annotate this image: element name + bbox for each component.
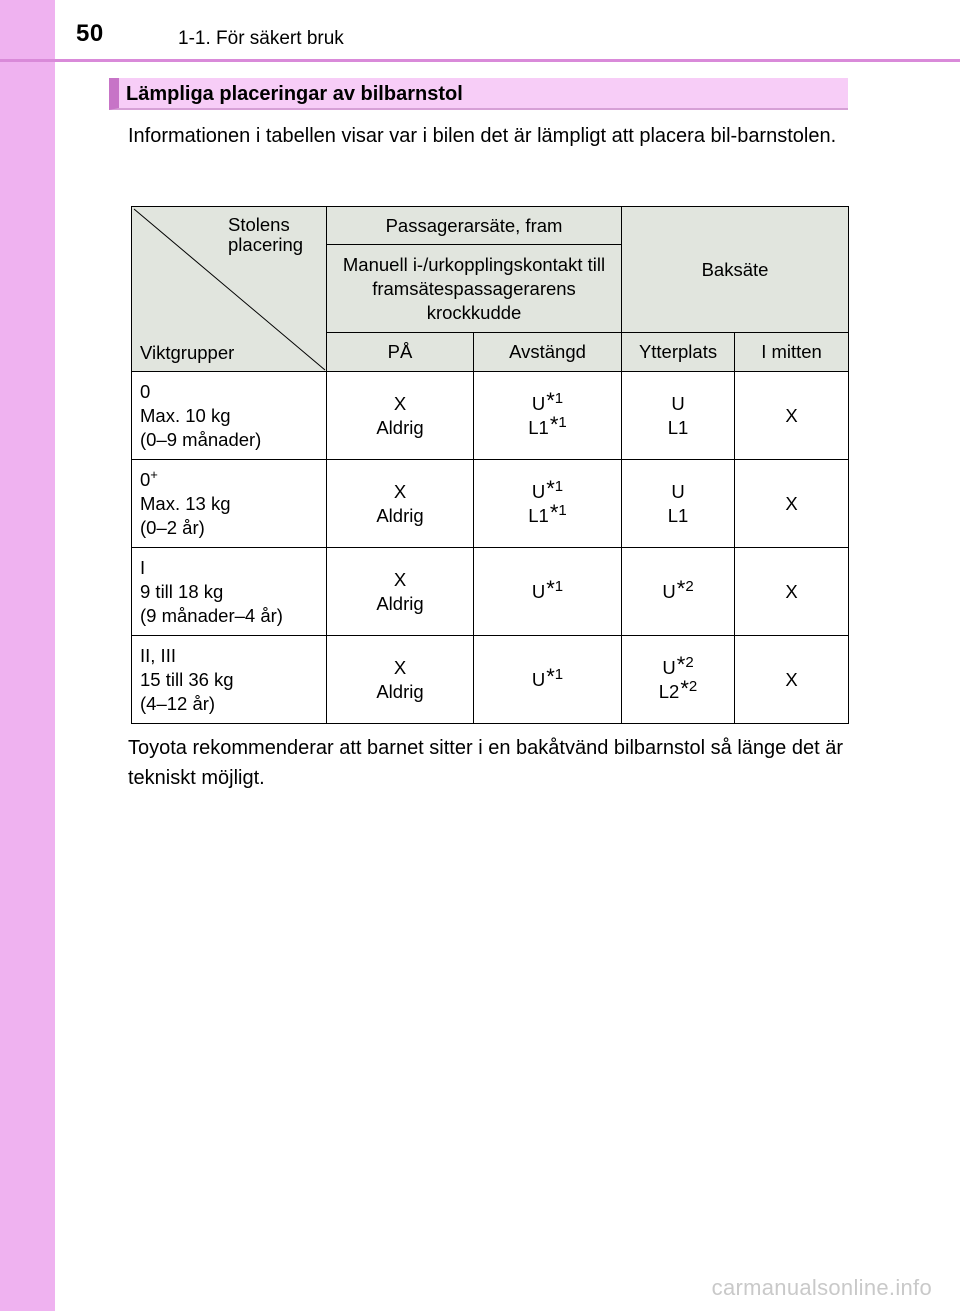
weight-group: 0 (140, 469, 151, 490)
watermark: carmanualsonline.info (711, 1275, 932, 1300)
max-weight: 9 till 18 kg (140, 581, 224, 602)
footnote-number: 1 (554, 389, 564, 407)
weight-groups-label: Viktgrupper (140, 342, 235, 363)
weight-group-cell (132, 372, 327, 460)
cell-airbag-on: X Aldrig (327, 636, 474, 724)
header-rule (0, 59, 960, 62)
cell-airbag-on: X Aldrig (327, 460, 474, 548)
age-range: (0–9 månader) (140, 429, 262, 450)
cell-rear-middle: X (735, 548, 849, 636)
cell-airbag-off: U*$^1$ L1*$^1$ (474, 460, 622, 548)
cell-rear-middle: X (735, 636, 849, 724)
footnote-asterisk: * (546, 475, 555, 501)
cell-rear-middle: X (735, 460, 849, 548)
cell-airbag-off: U*$^1$ (474, 548, 622, 636)
col-header-off: Avstängd (474, 333, 622, 372)
footnote-asterisk: * (546, 575, 555, 601)
cell-rear-middle: X (735, 372, 849, 460)
max-weight: Max. 13 kg (140, 493, 231, 514)
footnote-number: 1 (554, 665, 564, 683)
weight-group-cell (132, 460, 327, 548)
footnote-number: 2 (685, 577, 694, 595)
cell-rear-outer: U L1 (622, 372, 735, 460)
footnote-asterisk: * (680, 675, 689, 701)
max-weight: Max. 10 kg (140, 405, 231, 426)
recommendation-paragraph: Toyota rekommenderar att barnet sitter i en bakåtvänd bilbarnstol så länge det är tekniskt möjligt. (128, 737, 843, 789)
table-row (132, 636, 849, 724)
section-heading: Lämpliga placeringar av bilbarnstol (109, 78, 848, 110)
child-seat-placement-table (131, 206, 849, 724)
cell-airbag-on: X Aldrig (327, 548, 474, 636)
table-row (132, 548, 849, 636)
chapter-title: 1-1. För säkert bruk (178, 28, 344, 49)
weight-group-superscript: + (150, 466, 158, 482)
footnote-asterisk: * (549, 499, 559, 525)
weight-group-cell (132, 548, 327, 636)
weight-group: II, III (140, 645, 176, 666)
footnote-number: 1 (558, 501, 567, 519)
footnote-asterisk: * (546, 387, 555, 413)
weight-group: I (140, 557, 146, 578)
side-tab-bar (0, 0, 55, 1311)
front-seat-header: Passagerarsäte, fram (327, 207, 622, 245)
cell-rear-outer: U L1 (622, 460, 735, 548)
max-weight: 15 till 36 kg (140, 669, 234, 690)
weight-group-cell (132, 636, 327, 724)
footnote-number: 1 (554, 577, 564, 595)
rear-seat-header: Baksäte (622, 207, 849, 333)
footnote-asterisk: * (676, 575, 686, 601)
col-header-middle: I mitten (735, 333, 849, 372)
table-row (132, 460, 849, 548)
footnote-number: 2 (685, 653, 694, 671)
cell-airbag-off: U*$^1$ (474, 636, 622, 724)
col-header-on: PÅ (327, 333, 474, 372)
cell-rear-outer: U*$^2$ L2*$^2$ (622, 636, 735, 724)
cell-airbag-on: X Aldrig (327, 372, 474, 460)
table-row (132, 372, 849, 460)
footnote-asterisk: * (549, 411, 559, 437)
age-range: (4–12 år) (140, 693, 216, 714)
footnote-number: 1 (554, 477, 564, 495)
cell-rear-outer: U*$^2$ (622, 548, 735, 636)
cell-airbag-off: U*$^1$ L1*$^1$ (474, 372, 622, 460)
age-range: (9 månader–4 år) (140, 605, 283, 626)
footnote-number: 1 (558, 413, 567, 431)
weight-group: 0 (140, 381, 151, 402)
intro-paragraph: Informationen i tabellen visar var i bilen det är lämpligt att placera bil-barnstolen. (128, 125, 837, 147)
footnote-number: 2 (688, 677, 698, 695)
age-range: (0–2 år) (140, 517, 205, 538)
page-number: 50 (76, 20, 104, 47)
table-corner-header (132, 207, 327, 372)
col-header-outer: Ytterplats (622, 333, 735, 372)
seat-position-label: Stolens placering (228, 214, 304, 255)
airbag-switch-header: Manuell i-/urkopplingskontakt till framsätespassagerarens krockkudde (327, 245, 622, 333)
footnote-asterisk: * (546, 663, 555, 689)
footnote-asterisk: * (676, 651, 686, 677)
